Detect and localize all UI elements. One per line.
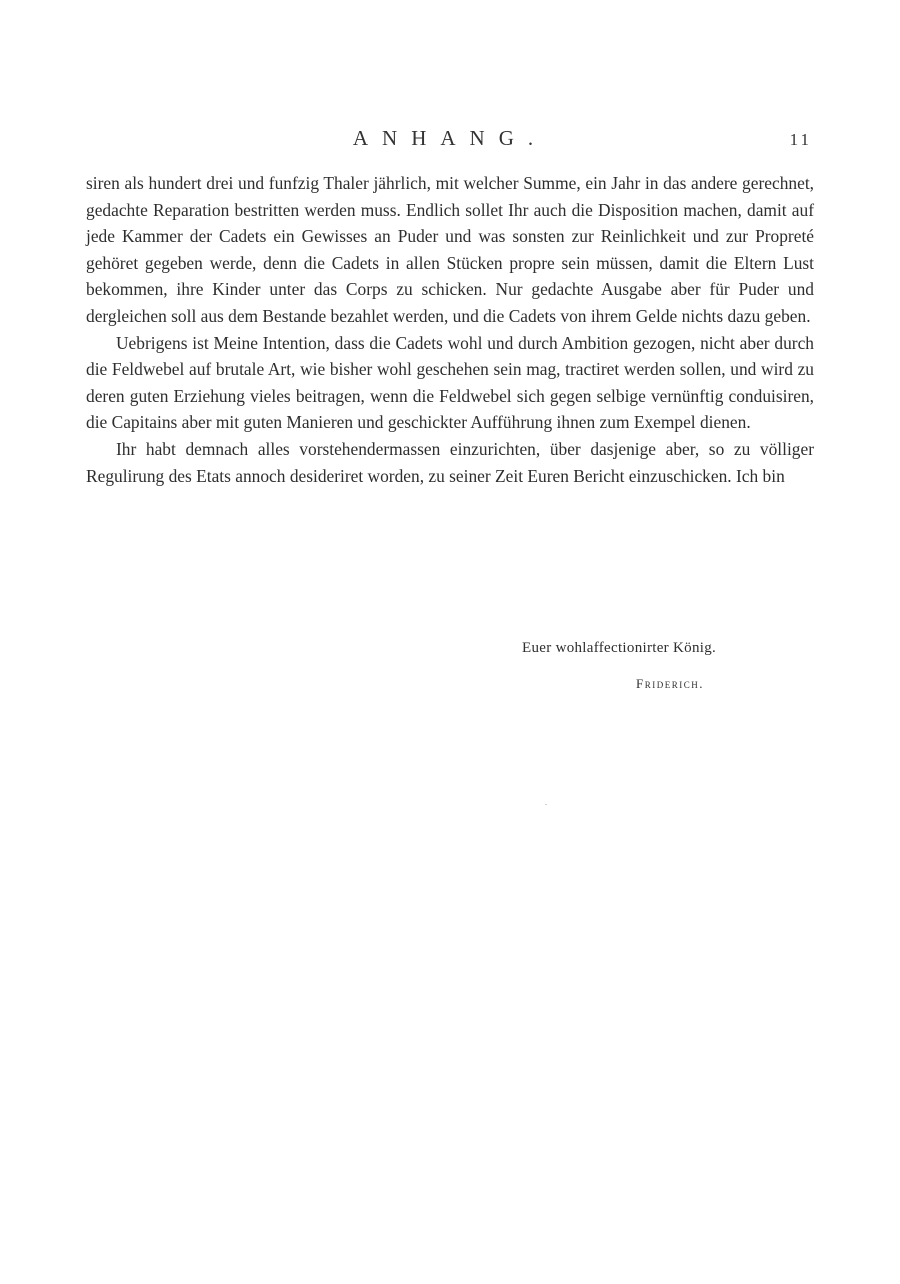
- signature: Friderich.: [636, 676, 704, 691]
- running-head: [0, 126, 900, 156]
- paragraph-1: siren als hundert drei und funfzig Thaler jährlich, mit welcher Summe, ein Jahr in das andere gerechnet, gedachte Reparation bestritten werden muss. Endlich sollet Ihr auch die Disposition machen, damit auf jede Kammer der Cadets ein Gewisses an Puder und was sonsten zur Reinlichkeit und zur Propreté gehöret gegeben werde, denn die Cadets in allen Stücken propre sein müssen, damit die Eltern Lust bekommen, ihre Kinder unter das Corps zu schicken. Nur gedachte Ausgabe aber für Puder und dergleichen soll aus dem Bestande bezahlet werden, und die Cadets von ihrem Gelde nichts dazu geben.: [86, 173, 814, 326]
- body-text: [86, 170, 814, 489]
- paragraph-3: Ihr habt demnach alles vorstehendermassen einzurichten, über dasjenige aber, so zu völliger Regulirung des Etats annoch desideriret worden, zu seiner Zeit Euren Bericht einzuschicken. Ich bin: [86, 438, 814, 486]
- paragraph-2: Uebrigens ist Meine Intention, dass die Cadets wohl und durch Ambition gezogen, nicht aber durch die Feldwebel auf brutale Art, wie bisher wohl geschehen sein mag, tractiret werden sollen, und wird zu deren guten Erziehung vieles beitragen, wenn die Feldwebel sich gegen selbige vernünftig conduisiren, die Capitains aber mit guten Manieren und geschickter Aufführung ihnen zum Exempel dienen.: [86, 332, 814, 433]
- running-title: ANHANG.: [352, 126, 548, 150]
- paper-speck: [545, 804, 547, 805]
- closing-salutation: Euer wohlaffectionirter König.: [522, 640, 717, 656]
- page-number: 11: [789, 130, 812, 149]
